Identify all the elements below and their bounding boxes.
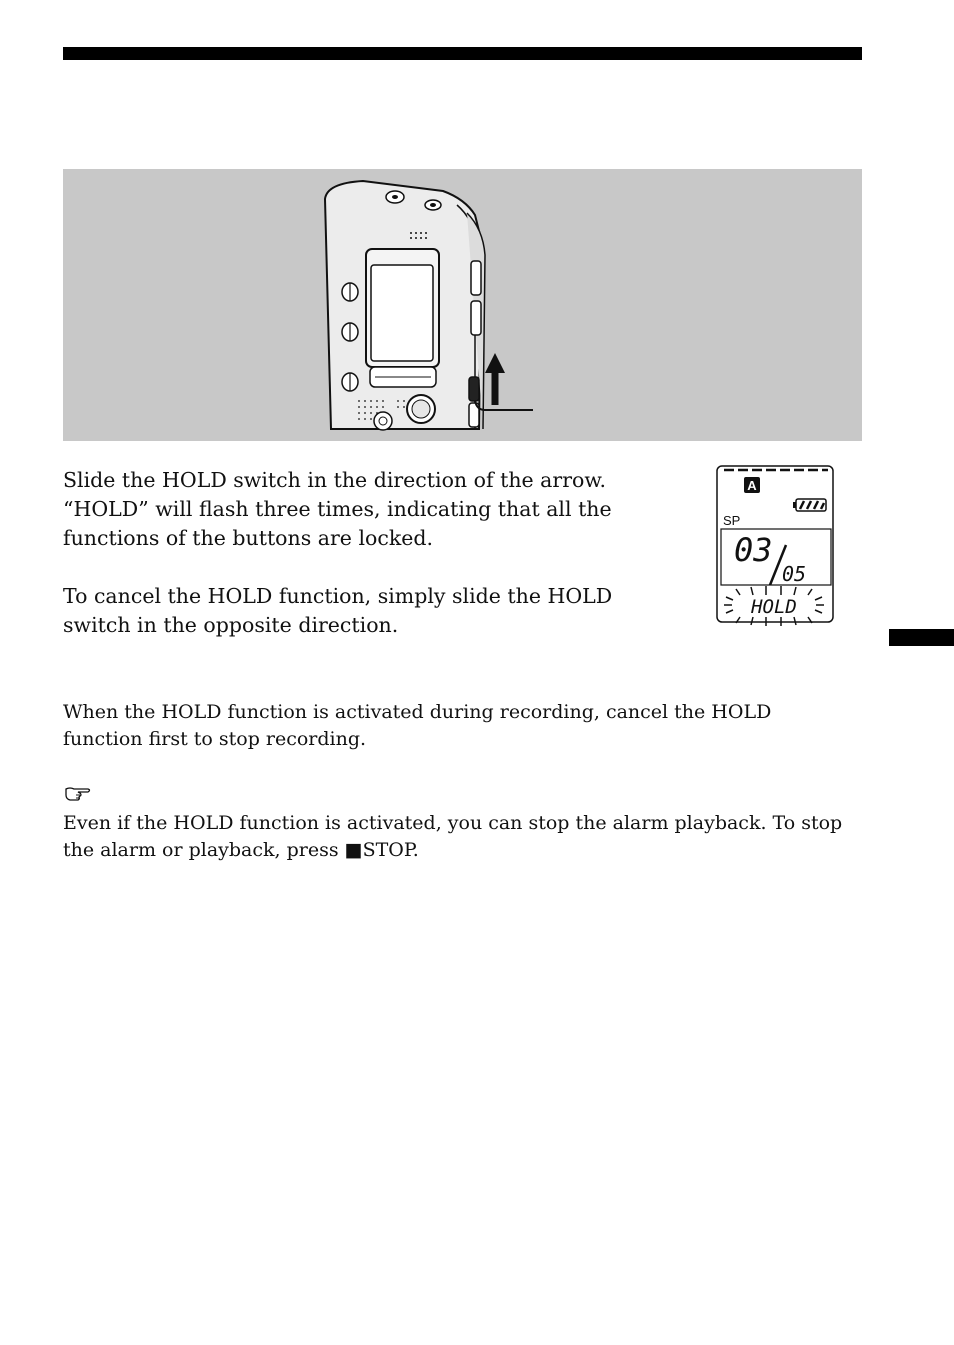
- recording-mode: SP: [723, 513, 741, 528]
- device-illustration-panel: [63, 169, 862, 441]
- recording-note: When the HOLD function is activated during recording, cancel the HOLD function first to stop recording.: [63, 701, 772, 750]
- hold-step-instruction: Slide the HOLD switch in the direction of the arrow. “HOLD” will flash three times, indicating that all the functions of the buttons are locked.: [63, 468, 612, 550]
- lcd-display-illustration: [716, 465, 836, 635]
- hold-status-text: HOLD: [751, 596, 797, 618]
- hold-cancel-instruction: To cancel the HOLD function, simply slide the HOLD switch in the opposite direction.: [63, 584, 613, 637]
- message-total: 05: [782, 562, 807, 586]
- pointing-hand-icon: [64, 783, 92, 803]
- hint-text: Even if the HOLD function is activated, you can stop the alarm playback. To stop the alarm or playback, press ■STOP.: [63, 812, 843, 861]
- header-rule: [63, 47, 862, 60]
- message-number: 03: [734, 531, 773, 569]
- voice-recorder-illustration: [63, 169, 862, 441]
- battery-icon: [793, 499, 826, 511]
- folder-badge-label: A: [747, 478, 757, 493]
- section-tab-marker: [889, 629, 954, 646]
